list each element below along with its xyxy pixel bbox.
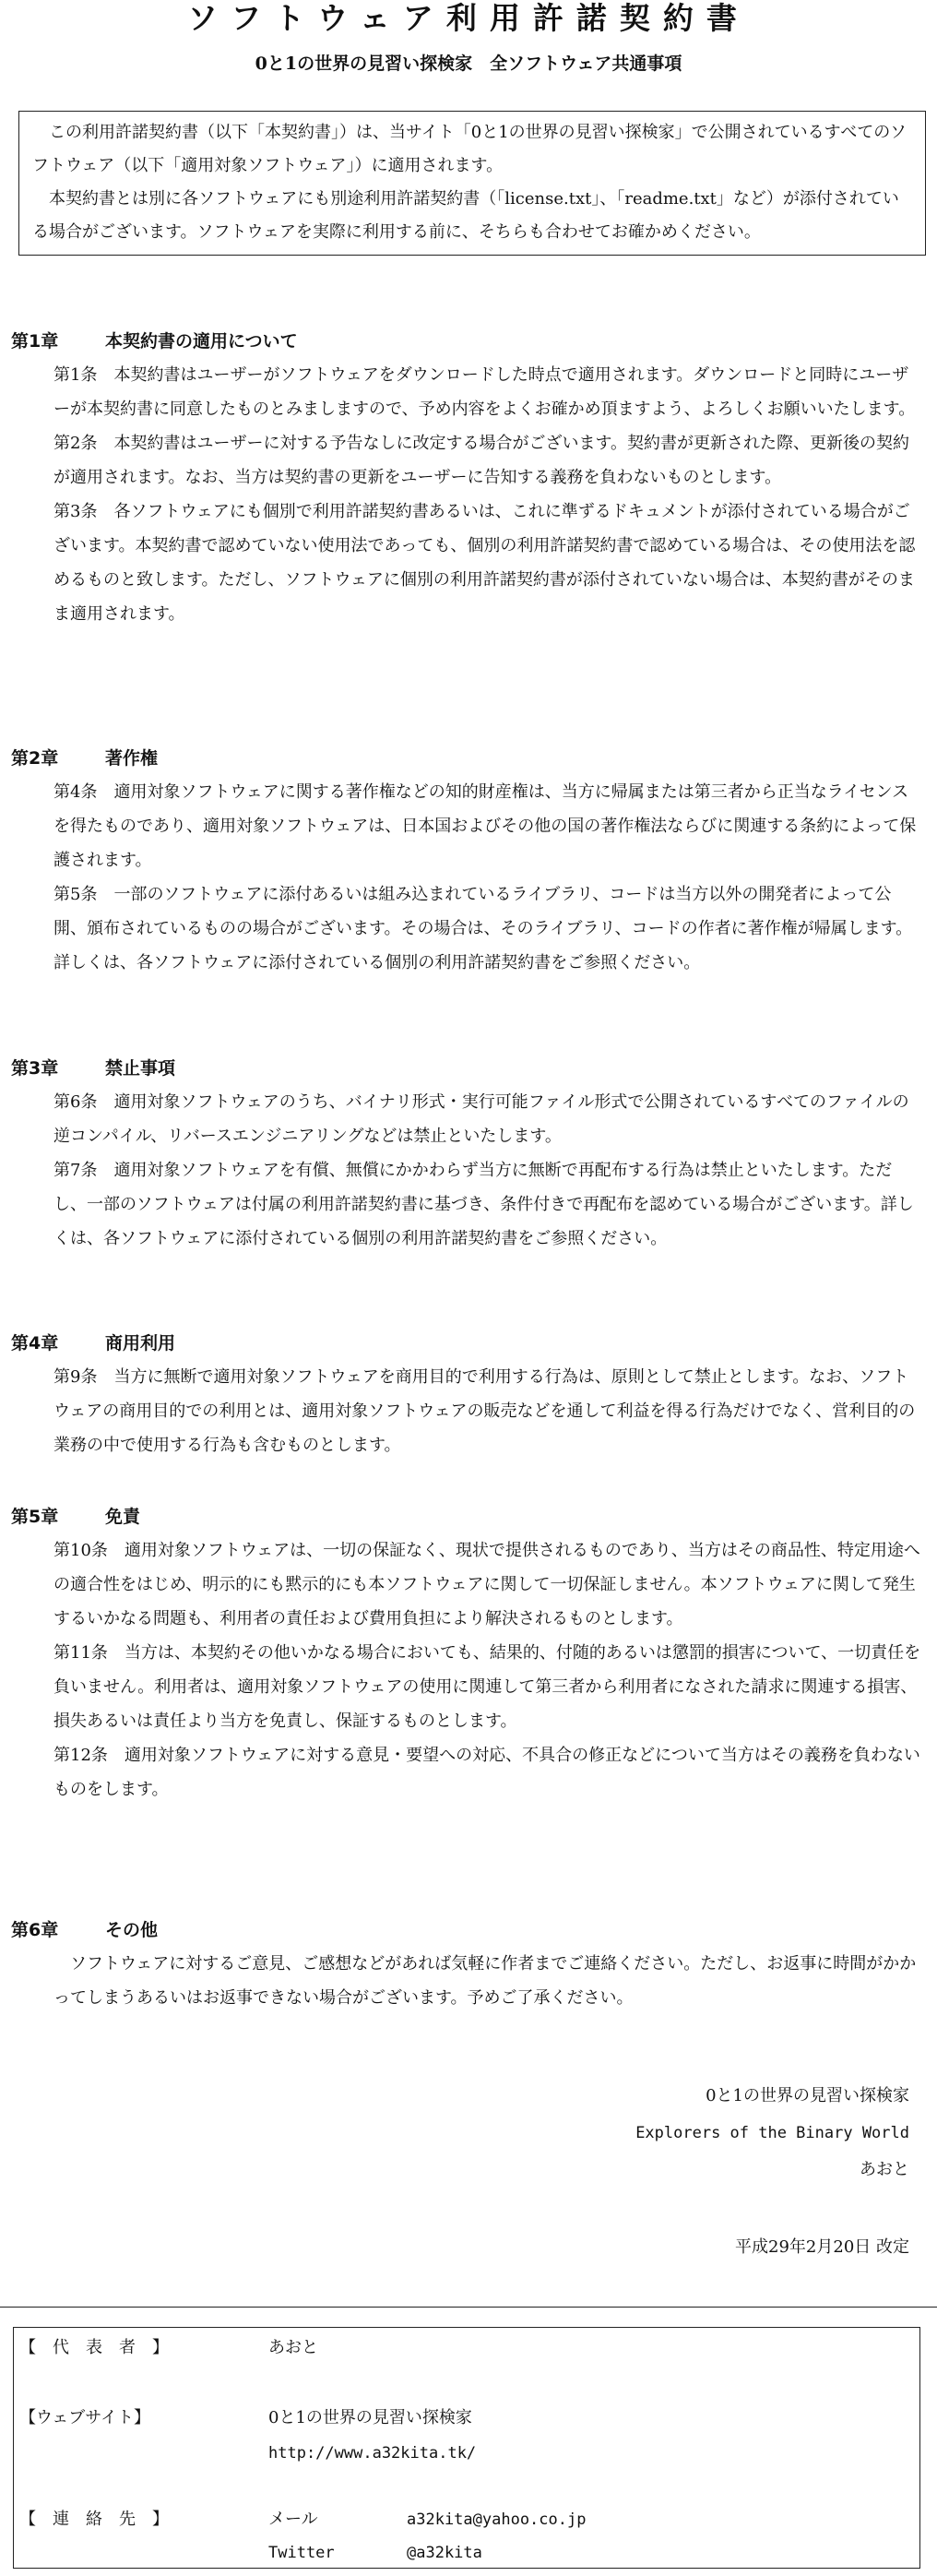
contact-label: 【ウェブサイト】	[19, 2408, 151, 2427]
contact-label: 【 連 絡 先 】	[19, 2510, 169, 2529]
article-number: 第10条	[53, 1541, 108, 1560]
article-number: 第9条	[53, 1367, 98, 1387]
article	[53, 1085, 924, 1153]
article	[53, 877, 924, 980]
article-number: 第5条	[53, 885, 98, 904]
article	[53, 1153, 924, 1256]
article	[53, 358, 924, 426]
contact-label: 【 代 表 者 】	[19, 2338, 169, 2357]
divider	[0, 2307, 937, 2308]
article	[53, 1533, 924, 1636]
document-title: ソフトウェア利用許諾契約書	[187, 0, 750, 36]
chapter-heading	[11, 1914, 924, 1947]
signature-block	[356, 2078, 909, 2188]
chapter-2	[11, 742, 924, 980]
mail-key: メール	[268, 2510, 318, 2529]
chapter-6	[11, 1914, 924, 2015]
intro-paragraph: 本契約書とは別に各ソフトウェアにも別途利用許諾契約書（「license.txt」、「readme.txt」など）が添付されている場合がございます。ソフトウェアを実際に利用する前に、そちらも合わせてお確かめください。	[32, 189, 899, 242]
article-number: 第2条	[53, 434, 98, 453]
article-text: 一部のソフトウェアに添付あるいは組み込まれているライブラリ、コードは当方以外の開発者によって公開、頒布されているものの場合がございます。その場合は、そのライブラリ、コードの作者に著作権が帰属します。詳しくは、各ソフトウェアに添付されている個別の利用許諾契約書をご参照ください。	[53, 885, 913, 972]
chapter-paragraph: ソフトウェアに対するご意見、ご感想などがあれば気軽に作者までご連絡ください。ただし、お返事に時間がかかってしまうあるいはお返事できない場合がございます。予めご了承ください。	[53, 1954, 917, 2008]
representative-name: あおと	[268, 2338, 318, 2357]
website-name: 0と1の世界の見習い探検家	[268, 2408, 472, 2427]
contact-box	[13, 2327, 920, 2569]
intro-box	[18, 111, 926, 256]
article-text: 当方に無断で適用対象ソフトウェアを商用目的で利用する行為は、原則として禁止とします。なお、ソフトウェアの商用目的での利用とは、適用対象ソフトウェアの販売などを通して利益を得る行為だけでなく、営利目的の業務の中で使用する行為も含むものとします。	[53, 1367, 916, 1455]
chapter-heading	[11, 1500, 924, 1533]
twitter-key: Twitter	[268, 2544, 335, 2562]
chapter-heading	[11, 325, 924, 358]
article	[53, 426, 924, 495]
article	[53, 1360, 924, 1462]
article	[53, 495, 924, 631]
article-text: 本契約書はユーザーに対する予告なしに改定する場合がございます。契約書が更新された際、更新後の契約が適用されます。なお、当方は契約書の更新をユーザーに告知する義務を負わないものとします。	[53, 434, 910, 487]
article-text: 当方は、本契約その他いかなる場合においても、結果的、付随的あるいは懲罰的損害について、一切責任を負いません。利用者は、適用対象ソフトウェアの使用に関連して第三者から利用者になされた請求に関連する損害、損失あるいは責任より当方を免責し、保証するものとします。	[53, 1643, 921, 1731]
chapter-title: 著作権	[105, 748, 159, 769]
intro-paragraph: この利用許諾契約書（以下「本契約書」）は、当サイト「0と1の世界の見習い探検家」で公開されているすべてのソフトウェア（以下「適用対象ソフトウェア」）に適用されます。	[32, 123, 907, 175]
website-url-link[interactable]: http://www.a32kita.tk/	[268, 2444, 477, 2463]
chapter-3	[11, 1052, 924, 1256]
article	[53, 1636, 924, 1738]
document-subtitle: 0と1の世界の見習い探検家 全ソフトウェア共通事項	[255, 54, 682, 74]
revision-date: 平成29年2月20日 改定	[735, 2237, 909, 2257]
article-number: 第6条	[53, 1092, 98, 1112]
chapter-number: 第2章	[11, 748, 59, 769]
chapter-5	[11, 1500, 924, 1807]
article-number: 第3条	[53, 502, 98, 521]
article-number: 第12条	[53, 1746, 108, 1765]
chapter-title: 商用利用	[105, 1333, 176, 1354]
chapter-number: 第3章	[11, 1058, 59, 1079]
chapter-heading	[11, 1052, 924, 1085]
article-number: 第1条	[53, 365, 98, 385]
chapter-number: 第4章	[11, 1333, 59, 1354]
article	[53, 1738, 924, 1807]
chapter-title: 禁止事項	[105, 1058, 176, 1079]
article-number: 第11条	[53, 1643, 108, 1663]
chapter-number: 第1章	[11, 331, 59, 352]
twitter-handle-link[interactable]: @a32kita	[407, 2544, 482, 2562]
chapter-title: 免責	[105, 1507, 141, 1527]
article-text: 本契約書はユーザーがソフトウェアをダウンロードした時点で適用されます。ダウンロードと同時にユーザーが本契約書に同意したものとみましますので、予め内容をよくお確かめ頂ますよう、よろしくお願いいたします。	[53, 365, 916, 419]
signature-site-name: 0と1の世界の見習い探検家	[706, 2086, 909, 2105]
article-text: 適用対象ソフトウェアに関する著作権などの知的財産権は、当方に帰属または第三者から正当なライセンスを得たものであり、適用対象ソフトウェアは、日本国およびその他の国の著作権法ならびに関連する条約によって保護されます。	[53, 782, 917, 870]
signature-author: あおと	[860, 2160, 909, 2179]
signature-site-name-en: Explorers of the Binary World	[635, 2124, 909, 2142]
article-number: 第7条	[53, 1161, 98, 1180]
article-text: 適用対象ソフトウェアに対する意見・要望への対応、不具合の修正などについて当方はその義務を負わないものをします。	[53, 1746, 920, 1799]
chapter-number: 第6章	[11, 1920, 59, 1940]
article-text: 適用対象ソフトウェアを有償、無償にかかわらず当方に無断で再配布する行為は禁止といたします。ただし、一部のソフトウェアは付属の利用許諾契約書に基づき、条件付きで再配布を認めている場合がございます。詳しくは、各ソフトウェアに添付されている個別の利用許諾契約書をご参照ください。	[53, 1161, 914, 1248]
article-text: 各ソフトウェアにも個別で利用許諾契約書あるいは、これに準ずるドキュメントが添付されている場合がございます。本契約書で認めていない使用法であっても、個別の利用許諾契約書で認めている場合は、その使用法を認めるものと致します。ただし、ソフトウェアに個別の利用許諾契約書が添付されていない場合は、本契約書がそのまま適用されます。	[53, 502, 916, 624]
chapter-4	[11, 1327, 924, 1462]
mail-address-link[interactable]: a32kita@yahoo.co.jp	[407, 2510, 587, 2529]
chapter-1	[11, 325, 924, 631]
chapter-heading	[11, 1327, 924, 1360]
article-text: 適用対象ソフトウェアのうち、バイナリ形式・実行可能ファイル形式で公開されているすべてのファイルの逆コンパイル、リバースエンジニアリングなどは禁止といたします。	[53, 1092, 909, 1146]
chapter-heading	[11, 742, 924, 775]
article-number: 第4条	[53, 782, 98, 802]
chapter-title: その他	[105, 1920, 159, 1940]
article-text: 適用対象ソフトウェアは、一切の保証なく、現状で提供されるものであり、当方はその商品性、特定用途への適合性をはじめ、明示的にも黙示的にも本ソフトウェアに関して一切保証しません。本ソフトウェアに関して発生するいかなる問題も、利用者の責任および費用負担により解決されるものとします。	[53, 1541, 920, 1628]
chapter-number: 第5章	[11, 1507, 59, 1527]
article	[53, 775, 924, 877]
chapter-title: 本契約書の適用について	[105, 331, 298, 352]
